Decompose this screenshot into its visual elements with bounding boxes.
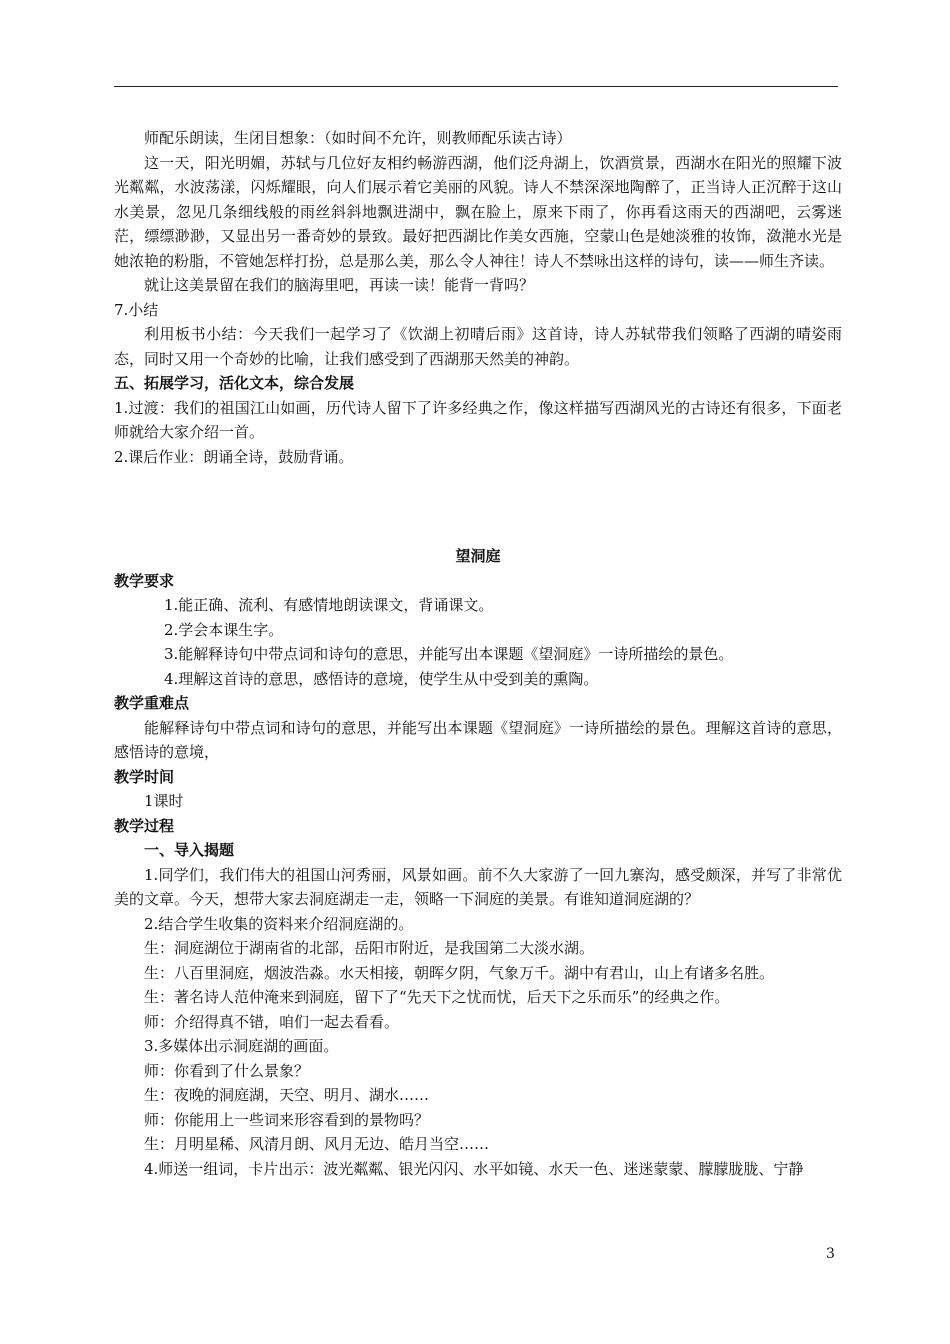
paragraph: 师配乐朗读，生闭目想象：（如时间不允许，则教师配乐读古诗）: [144, 129, 572, 147]
dialogue-line: 师：介绍得真不错，咱们一起去看看。: [144, 1012, 400, 1031]
paragraph: 2.课后作业：朗诵全诗，鼓励背诵。: [114, 447, 354, 466]
paragraph: 利用板书小结：今天我们一起学习了《饮湖上初晴后雨》这首诗，诗人苏轼带我们领略了西湖的晴姿雨态，同时又用一个奇妙的比喻，让我们感受到了西湖那天然美的神韵。: [114, 325, 842, 368]
paragraph: 1.同学们，我们伟大的祖国山河秀丽，风景如画。前不久大家游了一回九寨沟，感受颇深，并写了非常优美的文章。今天，想带大家去洞庭湖走一走，领略一下洞庭的美景。有谁知道洞庭湖的？: [114, 865, 842, 908]
page-number: 3: [826, 1246, 835, 1262]
dialogue-line: 生：八百里洞庭，烟波浩淼。水天相接，朝晖夕阴，气象万千。湖中有君山，山上有诸多名胜。: [144, 963, 775, 982]
dialogue-line: 生：著名诗人范仲淹来到洞庭，留下了“先天下之忧而忧，后天下之乐而乐”的经典之作。: [144, 988, 730, 1006]
list-item: 1.能正确、流利、有感情地朗读课文，背诵课文。: [164, 596, 494, 614]
dialogue-line: 生：夜晚的洞庭湖，天空、明月、湖水……: [144, 1086, 430, 1104]
paragraph: 2.结合学生收集的资料来介绍洞庭湖的。: [144, 914, 414, 933]
paragraph: 7.小结: [114, 300, 159, 319]
list-item: 4.理解这首诗的意思，感悟诗的意境，使学生从中受到美的熏陶。: [164, 669, 599, 688]
section-heading: 教学时间: [114, 767, 175, 786]
section-heading: 教学要求: [114, 571, 175, 590]
paragraph: 就让这美景留在我们的脑海里吧，再读一读！能背一背吗？: [144, 276, 535, 294]
spacer: [114, 469, 842, 544]
document-body: [114, 126, 842, 1181]
section-heading: 五、拓展学习，活化文本，综合发展: [114, 374, 355, 392]
dialogue-line: 师：你看到了什么景象？: [144, 1061, 310, 1080]
lesson-title: 望洞庭: [455, 547, 501, 565]
paragraph: 这一天，阳光明媚，苏轼与几位好友相约畅游西湖，他们泛舟湖上，饮酒赏景，西湖水在阳光的照耀下波光粼粼，水波荡漾，闪烁耀眼，向人们展示着它美丽的风貌。诗人不禁深深地陶醉了，正当诗人正沉醉于这山水美景，忽见几条细线般的雨丝斜斜地飘进湖中，飘在脸上，原来下雨了，你再看这雨天的西湖吧，云雾迷茫，缥缥渺渺，又显出另一番奇妙的景致。最好把西湖比作美女西施，空蒙山色是她淡雅的妆饰，潋滟水光是她浓艳的粉脂，不管她怎样打扮，总是那么美，那么令人神往！诗人不禁咏出这样的诗句，读——师生齐读。: [114, 153, 842, 270]
dialogue-line: 生：月明星稀、风清月朗、风月无边、皓月当空……: [144, 1135, 490, 1153]
paragraph: 1.过渡：我们的祖国江山如画，历代诗人留下了许多经典之作，像这样描写西湖风光的古诗还有很多，下面老师就给大家介绍一首。: [114, 398, 842, 441]
dialogue-line: 生：洞庭湖位于湖南省的北部，岳阳市附近，是我国第二大淡水湖。: [144, 939, 595, 957]
section-heading: 教学重难点: [114, 694, 190, 712]
list-item: 3.能解释诗句中带点词和诗句的意思，并能写出本课题《望洞庭》一诗所描绘的景色。: [164, 645, 734, 663]
paragraph: 3.多媒体出示洞庭湖的画面。: [144, 1037, 339, 1055]
header-rule: [114, 86, 838, 87]
dialogue-line: 师：你能用上一些词来形容看到的景物吗？: [144, 1110, 430, 1129]
paragraph: 1课时: [144, 792, 184, 810]
paragraph: 4.师送一组词，卡片出示：波光粼粼、银光闪闪、水平如镜、水天一色、迷迷蒙蒙、朦朦胧胧、宁静: [144, 1159, 804, 1178]
section-heading: 教学过程: [114, 816, 175, 835]
list-item: 2.学会本课生字。: [164, 620, 284, 639]
subsection-heading: 一、导入揭题: [144, 841, 235, 859]
paragraph: 能解释诗句中带点词和诗句的意思，并能写出本课题《望洞庭》一诗所描绘的景色。理解这首诗的意思，感悟诗的意境，: [114, 718, 842, 761]
